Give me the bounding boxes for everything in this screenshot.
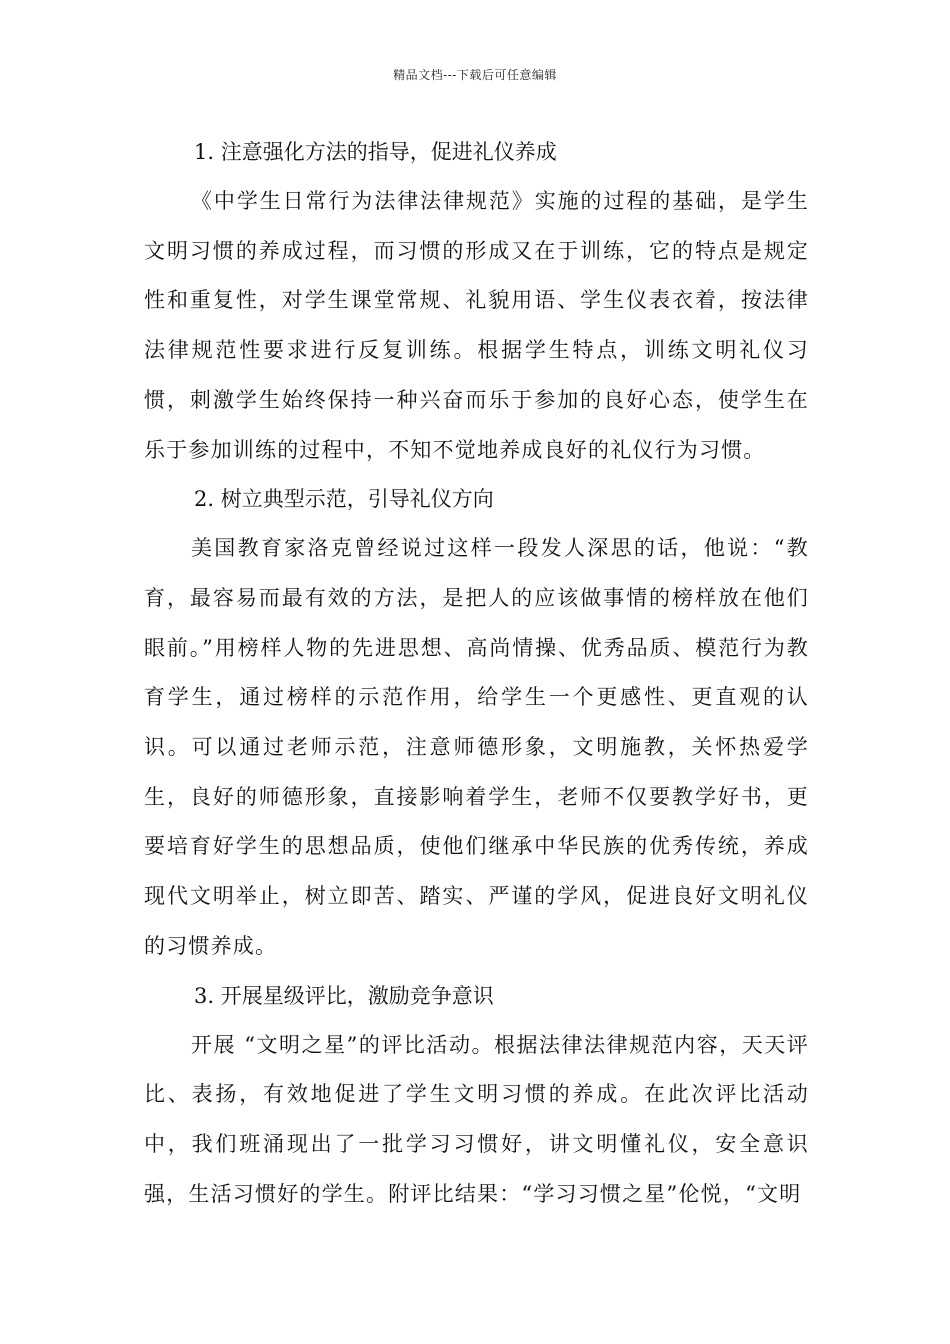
section-paragraph: 开展 “文明之星”的评比活动。根据法律法律规范内容，天天评比、表扬，有效地促进了学生文明习惯的养成。在此次评比活动中，我们班涌现出了一批学习习惯好，讲文明懂礼仪，安全意识强，生活习惯好的学生。附评比结果：“学习习惯之星”伦悦，“文明 — [144, 1032, 809, 1206]
section-heading: 2. 树立典型示范，引导礼仪方向 — [194, 487, 494, 512]
section-heading: 3. 开展星级评比，激励竞争意识 — [194, 983, 494, 1008]
section-3 — [144, 972, 809, 1220]
section-heading: 1. 注意强化方法的指导，促进礼仪养成 — [194, 140, 557, 164]
section-2 — [144, 475, 809, 971]
document-body — [144, 128, 809, 1219]
page-header: 精品文档---下载后可任意编辑 — [393, 68, 557, 82]
section-paragraph: 美国教育家洛克曾经说过这样一段发人深思的话，他说：“教育，最容易而最有效的方法，是把人的应该做事情的榜样放在他们眼前。”用榜样人物的先进思想、高尚情操、优秀品质、模范行为教育学生，通过榜样的示范作用，给学生一个更感性、更直观的认识。可以通过老师示范，注意师德形象，文明施教，关怀热爱学生，良好的师德形象，直接影响着学生，老师不仅要教学好书，更要培育好学生的思想品质，使他们继承中华民族的优秀传统，养成现代文明举止，树立即苦、踏实、严谨的学风，促进良好文明礼仪的习惯养成。 — [144, 536, 809, 958]
section-paragraph: 《中学生日常行为法律法律规范》实施的过程的基础，是学生文明习惯的养成过程，而习惯的形成又在于训练，它的特点是规定性和重复性，对学生课堂常规、礼貌用语、学生仪表衣着，按法律法律规范性要求进行反复训练。根据学生特点，训练文明礼仪习惯，刺激学生始终保持一种兴奋而乐于参加的良好心态，使学生在乐于参加训练的过程中，不知不觉地养成良好的礼仪行为习惯。 — [144, 189, 809, 462]
section-1 — [144, 128, 809, 475]
